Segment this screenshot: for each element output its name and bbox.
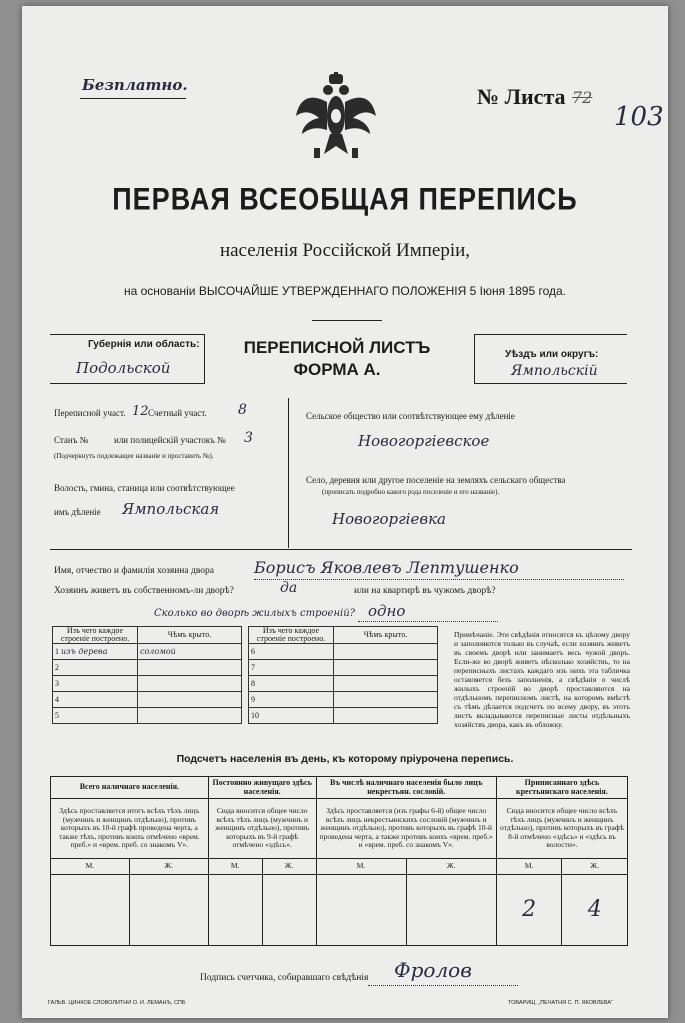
table-row bbox=[53, 660, 242, 676]
census-col2-head: Постоянно живущаго здѣсь населенія. bbox=[208, 777, 316, 799]
rent-label: или на квартирѣ въ чужомъ дворѣ? bbox=[354, 586, 496, 596]
lives-label: Хозяинъ живетъ въ собственномъ-ли дворѣ? bbox=[54, 586, 234, 596]
signature-label: Подпись счетчика, собиравшаго свѣдѣнія bbox=[200, 973, 369, 983]
table-row bbox=[53, 708, 242, 724]
gubernia-value: Подольской bbox=[76, 359, 171, 377]
uchastok-value: 12 bbox=[132, 404, 149, 419]
volost-value: Ямпольская bbox=[122, 500, 220, 518]
owner-name-label: Имя, отчество и фамилія хозяина двора bbox=[54, 566, 214, 576]
census-col3-head: Въ числѣ наличнаго населенія было лицъ некрестьян. сословій. bbox=[316, 777, 496, 799]
form-title: ПЕРЕПИСНОЙ ЛИСТЪ bbox=[243, 338, 431, 357]
row-number: 7 bbox=[249, 660, 334, 676]
census-col2-text: Сюда вносится общее число всѣхъ тѣхъ лицъ (мужчинъ и женщинъ отдѣльно), противъ которыхъ въ 9-й графѣ отмѣчено «здѣсь». bbox=[208, 799, 316, 859]
census-col4-m-value: 2 bbox=[496, 875, 562, 946]
subtitle: населенія Россійской Имперіи, bbox=[219, 240, 471, 261]
buildings-table-left bbox=[52, 626, 242, 724]
society-value: Новогоргіевское bbox=[358, 432, 490, 450]
buildings-dots bbox=[358, 620, 498, 622]
census-table bbox=[50, 776, 628, 946]
location-bottom-rule bbox=[50, 549, 632, 550]
census-cell bbox=[262, 875, 316, 946]
printer-right: ТОВАРИЩ. „ПЕЧАТНЯ С. П. ЯКОВЛЕВА“ bbox=[508, 1000, 613, 1006]
row1-material: изъ дерева bbox=[61, 647, 108, 656]
location-divider bbox=[288, 398, 289, 548]
imperial-eagle-icon bbox=[294, 72, 378, 164]
census-col3-text: Здѣсь проставляется (изъ графы 6-й) общее число всѣхъ лицъ некрестьянскихъ сословій (мужчинъ и женщинъ отдѣльно), противъ которыхъ въ графѣ 10-й проведена черта, а также противъ коихъ «врем. преб.» и «врем. преб. со знакомъ V». bbox=[316, 799, 496, 859]
schetny-label: Счетный участ. bbox=[148, 408, 207, 418]
buildings-value: одно bbox=[368, 602, 406, 620]
main-title: ПЕРВАЯ ВСЕОБЩАЯ ПЕРЕПИСЬ bbox=[112, 181, 578, 217]
census-m-header: М. bbox=[208, 859, 262, 875]
uezd-label: Уѣздъ или округъ: bbox=[505, 349, 599, 360]
gubernia-label: Губернія или область: bbox=[88, 339, 200, 350]
sheet-number-label: № Листа bbox=[477, 84, 566, 109]
buildings-col-material: Изъ чего каждое строеніе построено. bbox=[53, 627, 138, 644]
census-m-header: М. bbox=[316, 859, 406, 875]
buildings-table-right bbox=[248, 626, 438, 724]
buildings-col-material: Изъ чего каждое строеніе построено. bbox=[249, 627, 334, 644]
row-number: 10 bbox=[249, 708, 334, 724]
village-note: (прописать подробно какого рода поселеніе и его названіе). bbox=[322, 488, 500, 496]
ornament-rule bbox=[312, 320, 382, 321]
village-label: Село, деревня или другое поселеніе на земляхъ сельскаго общества bbox=[306, 475, 566, 485]
row-number: 9 bbox=[249, 692, 334, 708]
underline-note: (Подчеркнуть подлежащее названіе и проставить №). bbox=[54, 452, 214, 460]
note-text: Примѣчаніе. Эти свѣдѣнія относятся къ цѣлому двору и заполняются только въ случаѣ, если хозяинъ живетъ въ своемъ дворѣ или занимаетъ весь чужой дворъ. Если-же во дворѣ живетъ нѣсколько хозяйствъ, то на переписныхъ листахъ каждаго изъ нихъ эта табличка оставляется безъ заполненія, а свѣдѣнія о числѣ жилыхъ строеній во дворѣ проставляются на отдѣльномъ переписномъ листѣ, на которомъ вмѣстѣ съ тѣмъ дѣлается подсчетъ по всему двору, въ этотъ листъ вкладываются переписные листы отдѣльныхъ хозяйствъ двора, какъ въ обложку. bbox=[454, 630, 630, 729]
census-zh-header: Ж. bbox=[406, 859, 496, 875]
table-row bbox=[53, 676, 242, 692]
census-cell bbox=[406, 875, 496, 946]
row-number: 4 bbox=[53, 692, 138, 708]
census-sheet bbox=[22, 6, 668, 1018]
buildings-col-roof: Чѣмъ крыто. bbox=[334, 627, 438, 644]
society-label: Сельское общество или соотвѣтствующее ему дѣленіе bbox=[306, 411, 515, 421]
row-number: 1 bbox=[55, 647, 59, 656]
sheet-number-value: 72 bbox=[572, 88, 593, 107]
village-value: Новогоргіевка bbox=[332, 510, 446, 528]
census-cell bbox=[316, 875, 406, 946]
census-m-header: М. bbox=[496, 859, 562, 875]
row-number: 8 bbox=[249, 676, 334, 692]
owner-name-dots bbox=[254, 578, 624, 580]
basis-line: на основаніи ВЫСОЧАЙШЕ УТВЕРЖДЕННАГО ПОЛОЖЕНІЯ 5 Іюня 1895 года. bbox=[123, 284, 566, 298]
census-col4-zh-value: 4 bbox=[562, 875, 628, 946]
table-row bbox=[249, 644, 438, 660]
form-subtitle: ФОРМА А. bbox=[293, 360, 381, 379]
signature-dots bbox=[368, 984, 518, 986]
printer-left: ГАЛЬВ. ЦИНКОЕ СЛОВОЛИТНИ О. И. ЛЕМАНЪ, СПБ bbox=[48, 1000, 186, 1006]
police-value: 3 bbox=[244, 430, 253, 446]
gubernia-box bbox=[50, 334, 205, 384]
police-label: или полицейскій участокъ № bbox=[114, 435, 226, 445]
schetny-value: 8 bbox=[238, 402, 247, 418]
row-number: 5 bbox=[53, 708, 138, 724]
uchastok-label: Переписной участ. bbox=[54, 408, 126, 418]
buildings-label: Сколько во дворѣ жилыхъ строеній? bbox=[154, 608, 356, 619]
owner-name-value: Борисъ Яковлевъ Лептушенко bbox=[254, 558, 519, 577]
row-number: 6 bbox=[249, 644, 334, 660]
signature-value: Фролов bbox=[394, 958, 472, 982]
census-col1-text: Здѣсь проставляется итогъ всѣхъ тѣхъ лицъ (мужчинъ и женщинъ отдѣльно), противъ которыхъ въ 10-й графѣ проведена черта, а также тѣхъ, противъ коихъ отмѣчено «врем. преб.» и «врем. преб. со знакомъ V». bbox=[51, 799, 209, 859]
free-label: Безплатно. bbox=[82, 76, 188, 94]
census-col4-text: Сюда вносится общее число всѣхъ тѣхъ лицъ (мужчинъ и женщинъ отдѣльно), противъ которыхъ въ графѣ 8-й отмѣчено «здѣсь» и «здѣсь въ волости». bbox=[496, 799, 627, 859]
census-m-header: М. bbox=[51, 859, 130, 875]
table-row bbox=[53, 644, 242, 660]
volost-label-2: имъ дѣленіе bbox=[54, 507, 101, 517]
census-cell bbox=[51, 875, 130, 946]
census-col4-head: Приписаннаго здѣсь крестьянскаго населенія. bbox=[496, 777, 627, 799]
volost-label: Волость, гмина, станица или соотвѣтствующее bbox=[54, 483, 235, 493]
row1-roof: соломой bbox=[138, 644, 242, 660]
stan-label: Станъ № bbox=[54, 435, 89, 445]
census-title: Подсчетъ населенія въ день, къ которому пріурочена перепись. bbox=[176, 753, 514, 765]
table-row bbox=[249, 692, 438, 708]
census-zh-header: Ж. bbox=[562, 859, 628, 875]
census-cell bbox=[208, 875, 262, 946]
lives-value: да bbox=[280, 580, 298, 596]
archive-number: 103 bbox=[614, 102, 664, 132]
census-cell bbox=[129, 875, 208, 946]
uezd-value: Ямпольскій bbox=[511, 363, 598, 379]
row-number: 3 bbox=[53, 676, 138, 692]
table-row bbox=[53, 692, 242, 708]
census-col1-head: Всего наличнаго населенія. bbox=[51, 777, 209, 799]
table-row bbox=[249, 676, 438, 692]
table-row bbox=[249, 708, 438, 724]
free-underline bbox=[80, 98, 186, 99]
census-zh-header: Ж. bbox=[129, 859, 208, 875]
row-number: 2 bbox=[53, 660, 138, 676]
census-zh-header: Ж. bbox=[262, 859, 316, 875]
table-row bbox=[249, 660, 438, 676]
uezd-box bbox=[474, 334, 627, 384]
buildings-col-roof: Чѣмъ крыто. bbox=[138, 627, 242, 644]
